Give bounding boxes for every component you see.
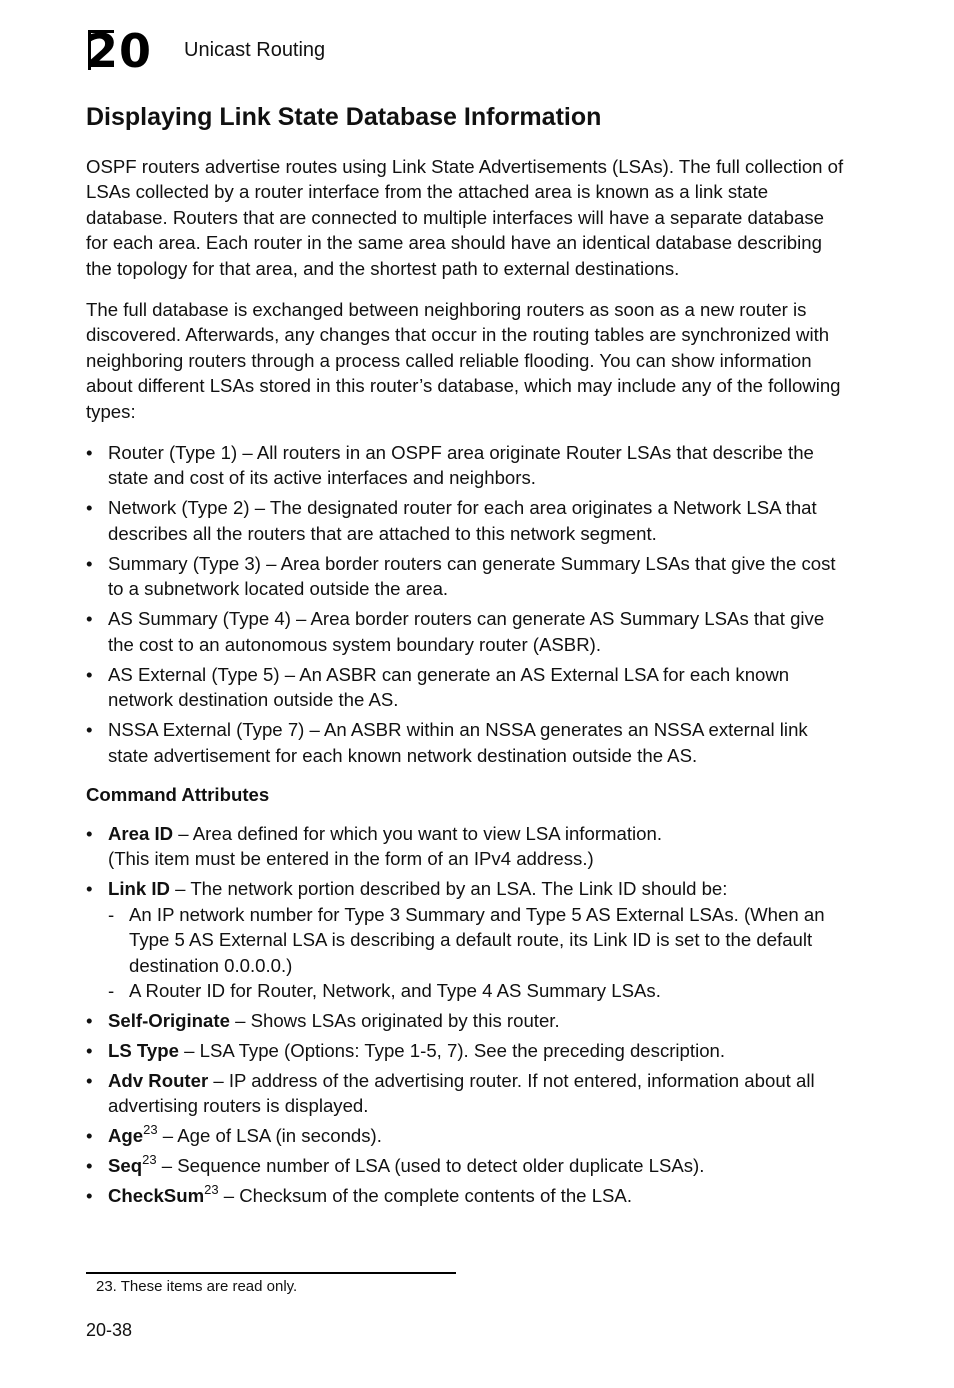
footnote-divider — [86, 1272, 456, 1274]
list-item: • Router (Type 1) – All routers in an OSPF area originate Router LSAs that describe the state and cost of its active interfaces and neighbors. — [86, 440, 846, 491]
attribute-ls-type — [86, 1038, 846, 1063]
link-id-sublist — [108, 902, 846, 1004]
attribute-desc: – Checksum of the complete contents of the LSA. — [218, 1185, 632, 1207]
intro-paragraph: OSPF routers advertise routes using Link State Advertisements (LSAs). The full collection of LSAs collected by a router interface from the attached area is known as a link state database. Routers that are connected to multiple interfaces will have a separate database for each area. Each router in the same area should have an identical database describing the topology for that area, and the shortest path to external destinations. — [86, 156, 844, 279]
attribute-self-originate — [86, 1008, 846, 1033]
chapter-number: 20 — [86, 24, 153, 78]
attribute-desc: – LSA Type (Options: Type 1-5, 7). See the preceding description. — [178, 1039, 726, 1061]
attribute-term: CheckSum — [108, 1185, 205, 1207]
attribute-link-id — [86, 876, 846, 1003]
attribute-desc: – IP address of the advertising router. If not entered, information about all advertising routers is displayed. — [108, 1069, 815, 1117]
page-content — [86, 100, 846, 1213]
command-attributes-list — [86, 821, 846, 1209]
footnote-ref: 23 — [142, 1152, 157, 1168]
list-item: • AS External (Type 5) – An ASBR can generate an AS External LSA for each known network destination outside the AS. — [86, 662, 846, 713]
page-number: 20-38 — [86, 1320, 133, 1340]
attribute-term: Age — [108, 1125, 144, 1147]
attribute-desc: – Age of LSA (in seconds). — [157, 1125, 382, 1147]
attribute-desc: – Area defined for which you want to view LSA information. — [173, 822, 662, 844]
list-item: • AS Summary (Type 4) – Area border routers can generate AS Summary LSAs that give the cost to an autonomous system boundary router (ASBR). — [86, 606, 846, 657]
attribute-age — [86, 1123, 846, 1148]
section-title: Displaying Link State Database Information — [86, 103, 602, 131]
attribute-adv-router — [86, 1068, 846, 1119]
database-paragraph: The full database is exchanged between neighboring routers as soon as a new router is discovered. Afterwards, any changes that occur in the routing tables are synchronized with neighboring routers through a process called reliable flooding. You can show information about different LSAs stored in this router’s database, which may include any of the following types: — [86, 299, 841, 422]
attribute-area-id — [86, 821, 846, 872]
lsa-type-list — [86, 440, 846, 768]
attribute-term: LS Type — [108, 1039, 179, 1061]
footnote-ref: 23 — [204, 1182, 219, 1198]
chapter-title: Unicast Routing — [184, 39, 326, 61]
list-item: • Summary (Type 3) – Area border routers can generate Summary LSAs that give the cost to a subnetwork located outside the area. — [86, 551, 846, 602]
list-item: • NSSA External (Type 7) – An ASBR within an NSSA generates an NSSA external link state advertisement for each known network destination outside the AS. — [86, 717, 846, 768]
command-attributes-heading: Command Attributes — [86, 783, 270, 805]
attribute-desc: – Sequence number of LSA (used to detect older duplicate LSAs). — [156, 1155, 705, 1177]
attribute-term: Adv Router — [108, 1069, 209, 1091]
attribute-note: (This item must be entered in the form of an IPv4 address.) — [108, 848, 594, 870]
list-item: • Network (Type 2) – The designated router for each area originates a Network LSA that describes all the routers that are attached to this network segment. — [86, 495, 846, 546]
attribute-term: Link ID — [108, 878, 170, 900]
attribute-term: Seq — [108, 1155, 143, 1177]
attribute-checksum — [86, 1183, 846, 1208]
sub-list-item: - An IP network number for Type 3 Summary and Type 5 AS External LSAs. (When an Type 5 AS External LSA is describing a default route, its Link ID is set to the default destination 0.0.0.0.) — [108, 902, 846, 978]
attribute-term: Area ID — [108, 822, 174, 844]
footnote-ref: 23 — [143, 1122, 158, 1138]
sub-list-item: - A Router ID for Router, Network, and Type 4 AS Summary LSAs. — [108, 978, 846, 1003]
attribute-desc: – The network portion described by an LSA. The Link ID should be: — [169, 878, 728, 900]
attribute-seq — [86, 1153, 846, 1178]
attribute-term: Self-Originate — [108, 1009, 230, 1031]
attribute-desc: – Shows LSAs originated by this router. — [229, 1009, 560, 1031]
footnote: 23. These items are read only. — [96, 1278, 298, 1295]
